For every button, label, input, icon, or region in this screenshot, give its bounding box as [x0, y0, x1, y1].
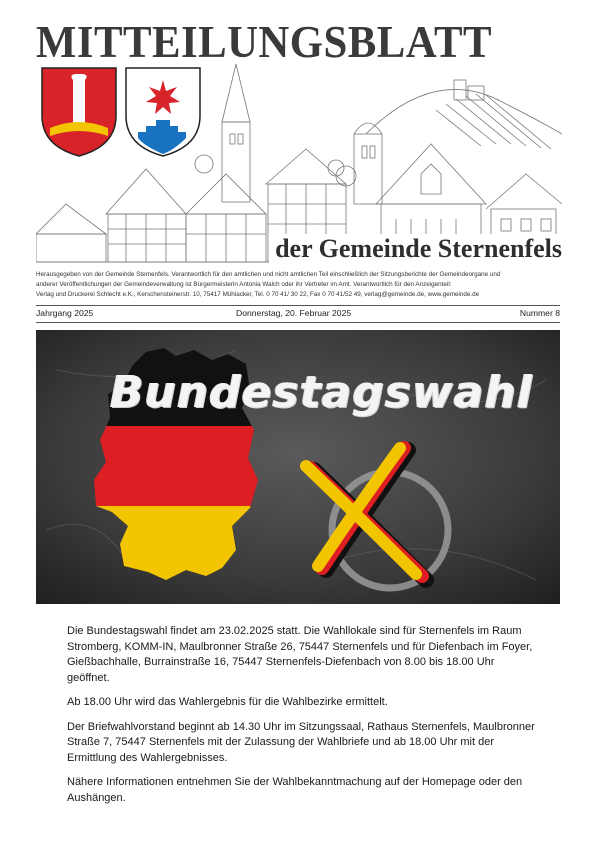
article-body — [67, 624, 537, 815]
hero-chalk-title: Bundestagswahl — [110, 367, 533, 418]
municipal-crest-left — [40, 66, 118, 158]
issue-bar — [36, 308, 560, 320]
imprint-line: Herausgegeben von der Gemeinde Sternenfels. Verantwortlich für den amtlichen und nicht amtlichen Teil einschließlich der Sitzungsberichte der Gemeindeorgane und — [36, 271, 501, 278]
imprint-line: anderer Veröffentlichungen der Gemeindeverwaltung ist Bürgermeisterin Antonia Walch oder ihr Vertreter im Amt. Verantwortlich für den Anzeigenteil: — [36, 281, 452, 288]
issue-volume: Jahrgang 2025 — [36, 308, 94, 318]
divider-bottom — [36, 322, 560, 323]
imprint-line: Verlag und Druckerei Schlecht e.K., Kerschensteinerstr. 10, 75417 Mühlacker, Tel. 0 70 41/ 30 22, Fax 0 70 41/52 49, verlag@gemeinde.de, www.gemeinde.de — [36, 291, 480, 298]
issue-date: Donnerstag, 20. Februar 2025 — [236, 308, 352, 318]
article-paragraph: Der Briefwahlvorstand beginnt ab 14.30 Uhr im Sitzungssaal, Rathaus Sternenfels, Maulbronner Straße 7, 75447 Sternenfels mit der Zulassung der Wahlbriefe und ab 18.00 Uhr mit der Ermittlung des Wahlergebnisses. — [67, 720, 535, 764]
article-paragraph: Ab 18.00 Uhr wird das Wahlergebnis für die Wahlbezirke ermittelt. — [67, 696, 388, 708]
municipal-crest-right — [124, 66, 202, 158]
article-paragraph: Die Bundestagswahl findet am 23.02.2025 statt. Die Wahllokale sind für Sternenfels im Raum Stromberg, KOMM-IN, Maulbronner Straße 26, 75447 Sternenfels und für Diefenbach im Foyer, Gießbachhalle, Burrainstraße 16, 75447 Sternenfels-Diefenbach von 8.00 bis 18.00 Uhr geöffnet. — [67, 625, 533, 684]
masthead-title: MITTEILUNGSBLATT — [36, 16, 492, 67]
issue-number: Nummer 8 — [519, 308, 560, 318]
masthead-subtitle: der Gemeinde Sternenfels — [269, 234, 562, 264]
imprint — [36, 270, 562, 300]
divider-top — [36, 305, 560, 306]
article-paragraph: Nähere Informationen entnehmen Sie der Wahlbekanntmachung auf der Homepage oder den Aushängen. — [67, 776, 523, 804]
